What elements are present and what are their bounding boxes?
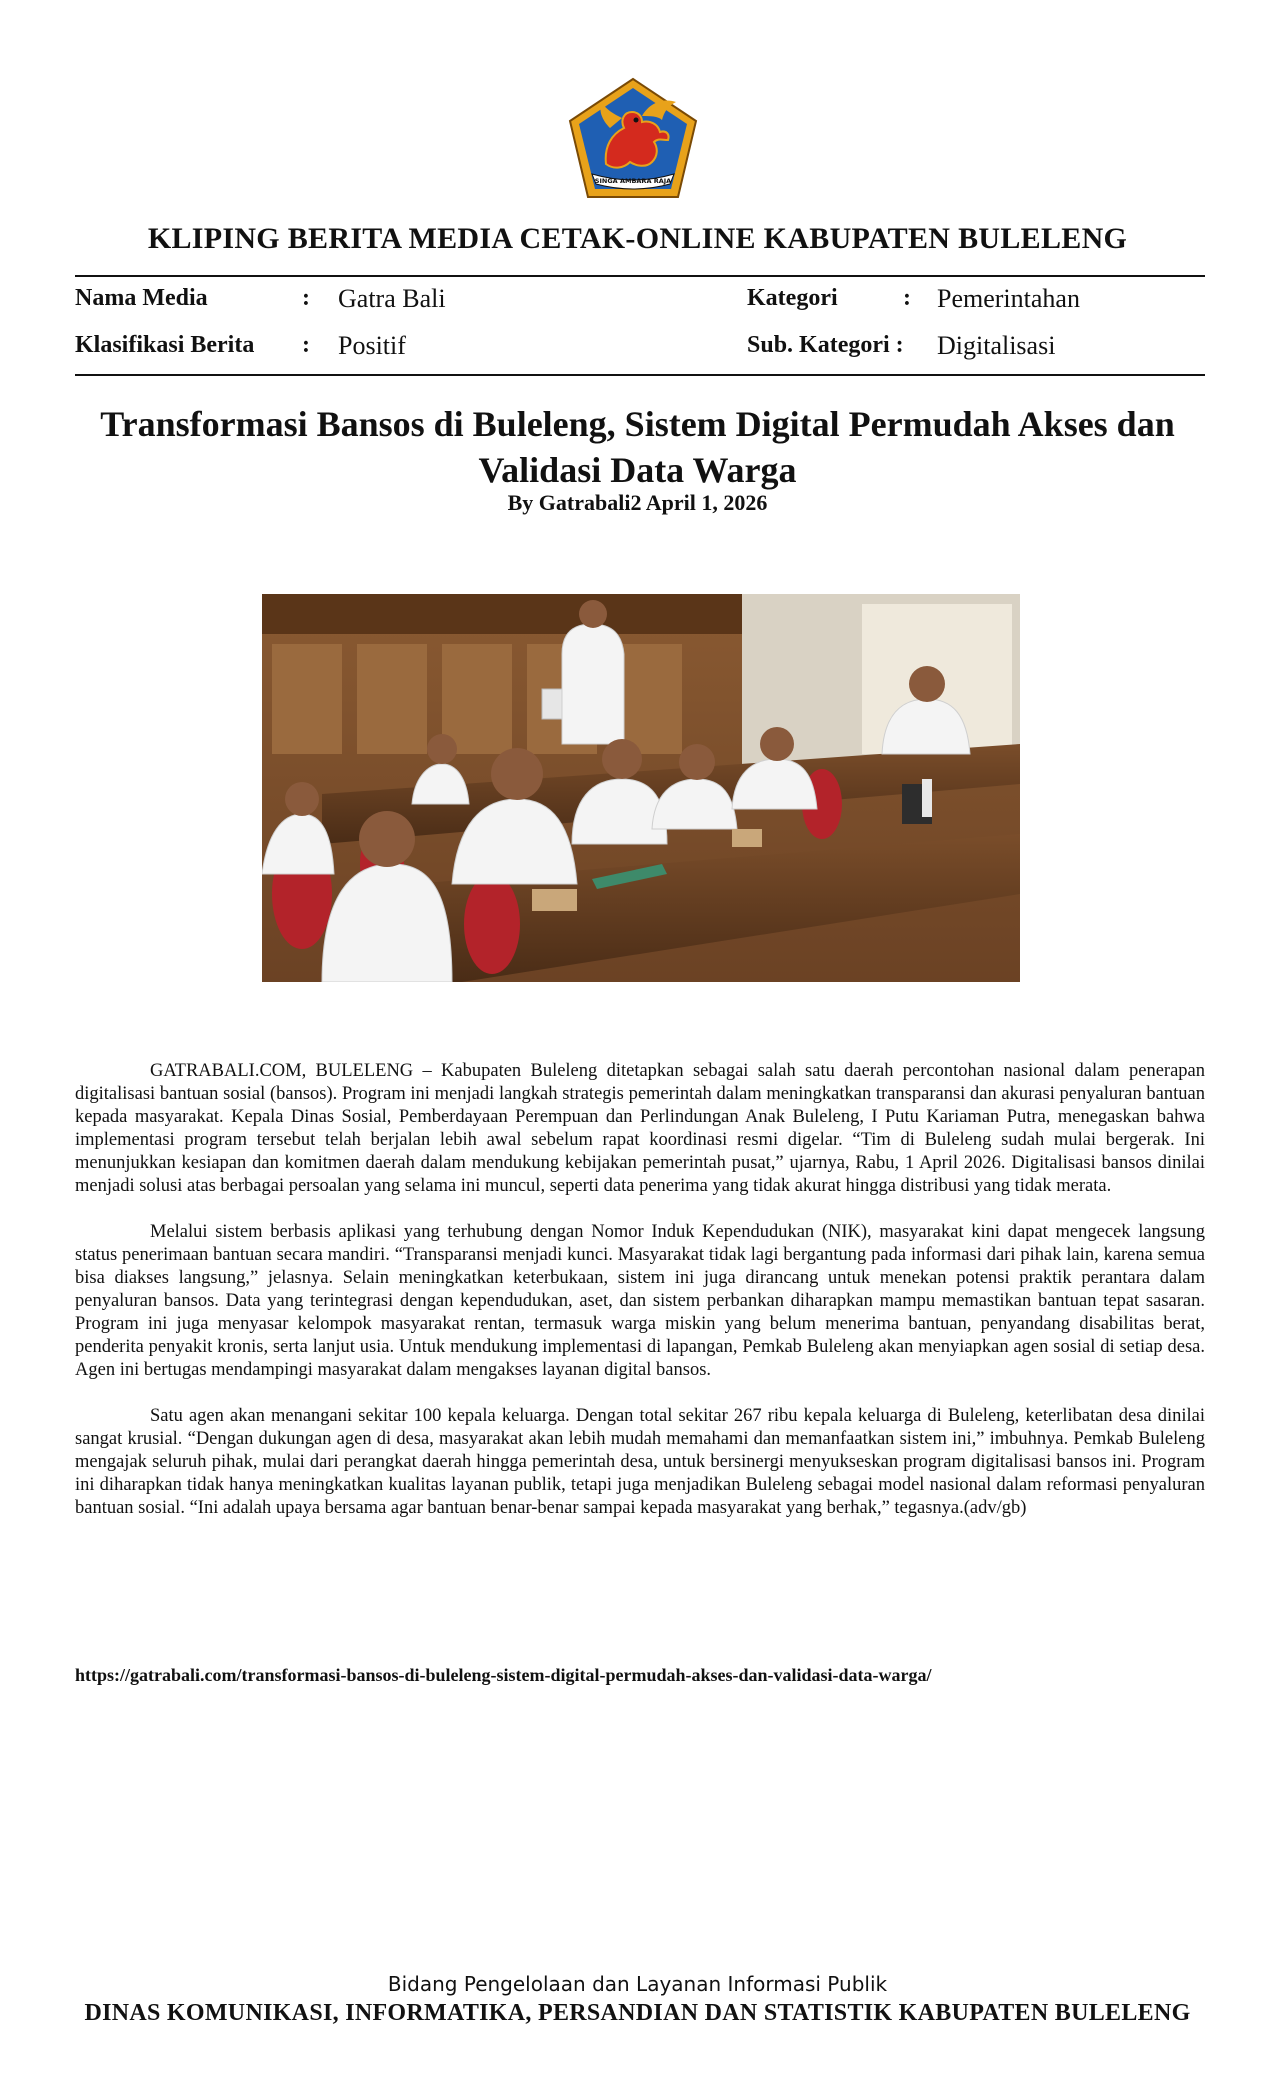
buleleng-crest-logo bbox=[566, 76, 700, 200]
article-title: Transformasi Bansos di Buleleng, Sistem Digital Permudah Akses dan Validasi Data Warga bbox=[100, 404, 1175, 490]
kategori-value: Pemerintahan bbox=[937, 284, 1080, 313]
klasifikasi-value: Positif bbox=[338, 331, 406, 360]
footer-division: Bidang Pengelolaan dan Layanan Informasi Publik bbox=[387, 1972, 888, 1996]
article-paragraph-1: GATRABALI.COM, BULELENG – Kabupaten Buleleng ditetapkan sebagai salah satu daerah percontohan nasional dalam penerapan digitalisasi bantuan sosial (bansos). Program ini menjadi langkah strategis pemerintah dalam meningkatkan transparansi dan akurasi penyaluran bantuan kepada masyarakat. Kepala Dinas Sosial, Pemberdayaan Perempuan dan Perlindungan Anak Buleleng, I Putu Kariaman Putra, menegaskan bahwa implementasi program tersebut telah berjalan lebih awal sebelum rapat koordinasi resmi digelar. “Tim di Buleleng sudah mulai bergerak. Ini menunjukkan kesiapan dan komitmen daerah dalam mendukung kebijakan pemerintah pusat,” ujarnya, Rabu, 1 April 2026. Digitalisasi bansos dinilai menjadi solusi atas berbagai persoalan yang selama ini muncul, seperti data penerima yang tidak akurat hingga distribusi yang tidak merata. bbox=[75, 1061, 1205, 1196]
media-value: Gatra Bali bbox=[338, 284, 446, 313]
header-bottom-rule bbox=[75, 374, 1205, 376]
article-body bbox=[75, 1060, 1205, 1543]
header-top-rule bbox=[75, 275, 1205, 277]
klasifikasi-colon: : bbox=[302, 332, 310, 358]
kategori-colon: : bbox=[903, 285, 911, 311]
kategori-label: Kategori bbox=[747, 285, 838, 311]
footer-agency: DINAS KOMUNIKASI, INFORMATIKA, PERSANDIAN DAN STATISTIK KABUPATEN BULELENG bbox=[84, 2000, 1191, 2026]
media-label: Nama Media bbox=[75, 285, 208, 311]
article-source-url: https://gatrabali.com/transformasi-bansos-di-buleleng-sistem-digital-permudah-akses-dan-validasi-data-warga/ bbox=[75, 1665, 932, 1685]
article-paragraph-3: Satu agen akan menangani sekitar 100 kepala keluarga. Dengan total sekitar 267 ribu kepala keluarga di Buleleng, keterlibatan desa dinilai sangat krusial. “Dengan dukungan agen di desa, masyarakat akan lebih mudah memahami dan memanfaatkan sistem ini,” imbuhnya. Pemkab Buleleng mengajak seluruh pihak, mulai dari perangkat daerah hingga pemerintah desa, untuk bersinergi menyukseskan program digitalisasi bansos ini. Program ini diharapkan tidak hanya meningkatkan kualitas layanan publik, tetapi juga menjadikan Buleleng sebagai model nasional dalam reformasi penyaluran bantuan sosial. “Ini adalah upaya bersama agar bantuan benar-benar sampai kepada masyarakat yang berhak,” tegasnya.(adv/gb) bbox=[75, 1406, 1205, 1518]
article-photo-meeting bbox=[262, 594, 1020, 982]
article-paragraph-2: Melalui sistem berbasis aplikasi yang terhubung dengan Nomor Induk Kependudukan (NIK), masyarakat kini dapat mengecek langsung status penerimaan bantuan secara mandiri. “Transparansi menjadi kunci. Masyarakat tidak lagi bergantung pada informasi dari pihak lain, karena semua bisa diakses langsung,” jelasnya. Selain meningkatkan keterbukaan, sistem ini juga dirancang untuk menekan potensi praktik perantara dalam penyaluran bansos. Data yang terintegrasi dengan kependudukan, aset, dan sistem perbankan diharapkan mampu memastikan bantuan tepat sasaran. Program ini juga menyasar kelompok masyarakat rentan, termasuk warga miskin yang belum menerima bantuan, penyandang disabilitas berat, penderita penyakit kronis, serta lanjut usia. Untuk mendukung implementasi di lapangan, Pemkab Buleleng akan menyiapkan agen sosial di setiap desa. Agen ini bertugas mendampingi masyarakat dalam mengakses layanan digital bansos. bbox=[75, 1222, 1205, 1380]
subkategori-label: Sub. Kategori : bbox=[747, 332, 904, 358]
article-byline: By Gatrabali2 April 1, 2026 bbox=[507, 490, 768, 515]
klasifikasi-label: Klasifikasi Berita bbox=[75, 332, 255, 358]
subkategori-value: Digitalisasi bbox=[937, 331, 1056, 360]
clipping-header-title: KLIPING BERITA MEDIA CETAK-ONLINE KABUPATEN BULELENG bbox=[147, 222, 1128, 255]
media-colon: : bbox=[302, 285, 310, 311]
crest-motto: SINGA AMBARA RAJA bbox=[594, 177, 672, 185]
